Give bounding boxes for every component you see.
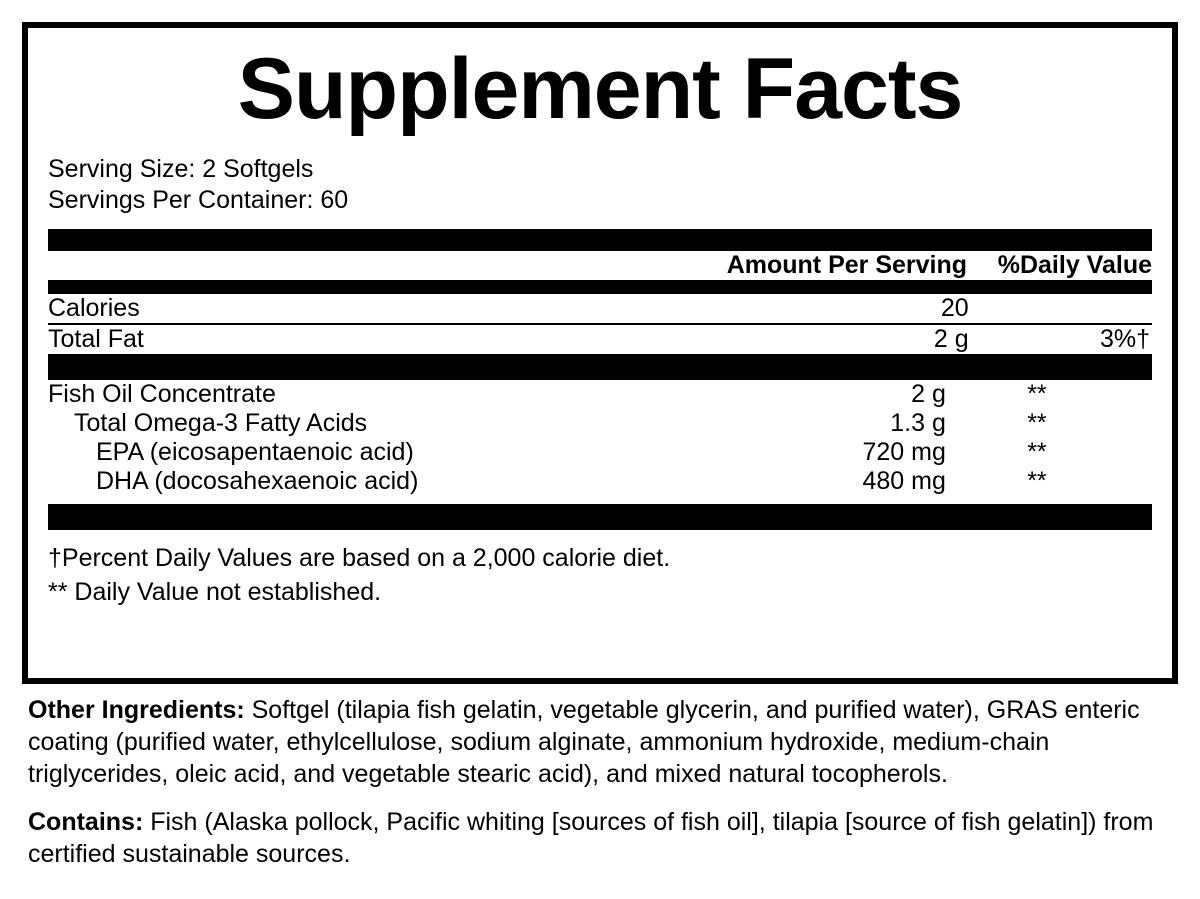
divider-medium [48,280,1152,294]
row-label: EPA (eicosapentaenoic acid) [96,438,414,466]
row-daily-value: ** [1027,438,1047,466]
panel-title: Supplement Facts [237,41,963,137]
facts-table-bottom [48,380,1152,496]
contains-paragraph [28,806,1176,870]
row-amount: 2 g [933,325,969,353]
table-row [48,324,1152,354]
contains-text: Fish (Alaska pollock, Pacific whiting [sources of fish oil], tilapia [source of fish gelatin]) from certified sustainable sources. [28,808,1154,868]
row-amount: 2 g [911,380,946,408]
table-row [48,438,1152,467]
divider-thick-top [48,229,1152,251]
row-daily-value [975,294,1152,324]
table-row [48,409,1152,438]
header-daily-value: %Daily Value [997,251,1152,279]
table-row [48,380,1152,409]
contains-label: Contains: [28,808,144,836]
row-label: Total Omega-3 Fatty Acids [74,409,368,437]
row-daily-value: ** [1027,409,1047,437]
footnote-dv-not-established: ** Daily Value not established. [48,577,382,606]
divider-tall-bottom [48,504,1152,530]
facts-table-header [48,251,1152,280]
row-daily-value: ** [1027,467,1047,495]
other-ingredients-paragraph [28,694,1176,790]
divider-tall [48,354,1152,380]
bottom-text [28,694,1176,886]
row-label: Calories [48,294,684,324]
table-row [48,467,1152,496]
row-amount: 1.3 g [890,409,946,437]
serving-size: Serving Size: 2 Softgels [48,155,314,183]
row-daily-value: 3%† [1099,325,1150,353]
row-label: DHA (docosahexaenoic acid) [96,467,419,495]
header-spacer [48,251,683,280]
table-header-row [48,251,1152,280]
other-ingredients-label: Other Ingredients: [28,696,245,724]
servings-per-container: Servings Per Container: 60 [48,185,349,214]
other-ingredients-text: Softgel (tilapia fish gelatin, vegetable glycerin, and purified water), GRAS enteric coating (purified water, ethylcellulose, sodium alginate, ammonium hydroxide, medium-chain triglycerides, oleic acid, and vegetable stearic acid), and mixed natural tocopherols. [28,696,1140,788]
row-label: Total Fat [48,325,144,353]
facts-table-top [48,294,1152,354]
row-amount: 20 [684,294,975,324]
footnote-daily-value-basis: †Percent Daily Values are based on a 2,000 calorie diet. [48,544,671,572]
supplement-facts-panel [22,22,1178,684]
row-daily-value: ** [1027,380,1047,408]
row-label: Fish Oil Concentrate [48,380,276,408]
header-amount-per-serving: Amount Per Serving [726,251,968,279]
footnotes [48,542,1152,610]
serving-info [48,154,1152,215]
row-amount: 480 mg [862,467,946,495]
row-amount: 720 mg [862,438,946,466]
table-row [48,294,1152,324]
